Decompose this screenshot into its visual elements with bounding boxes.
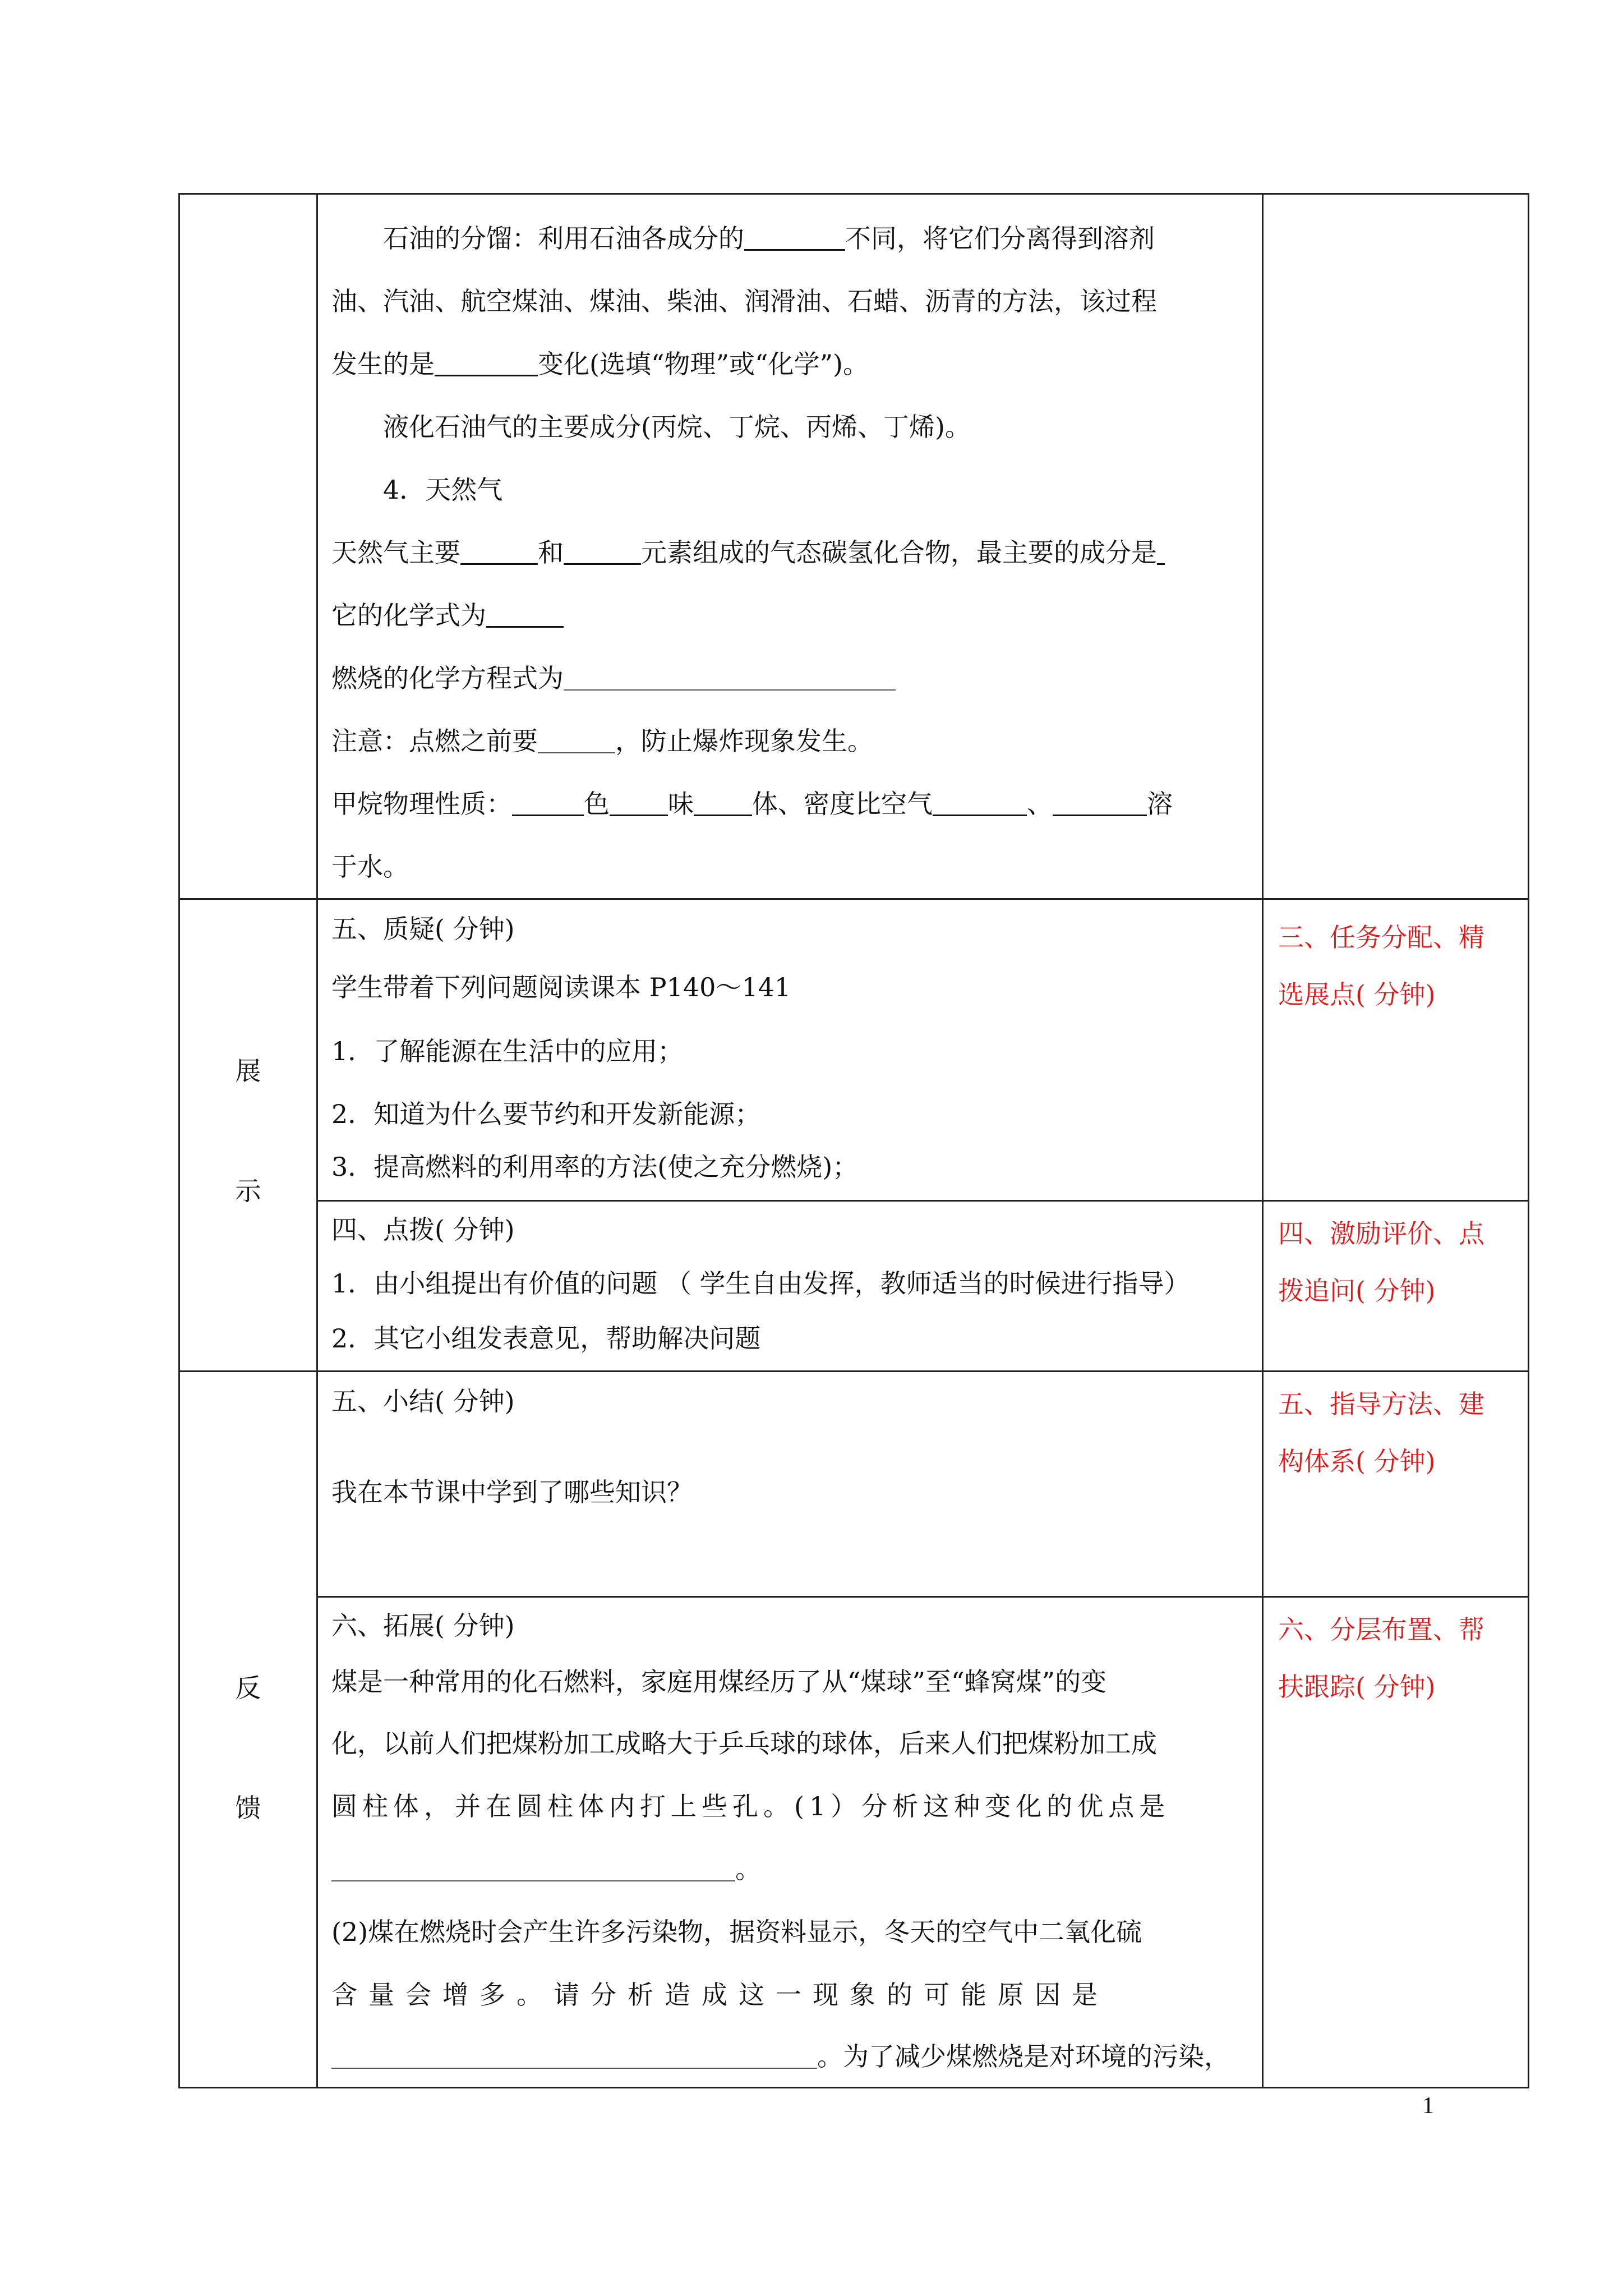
extension-cell: 六、拓展( 分钟) 煤是一种常用的化石燃料，家庭用煤经历了从“煤球”至“蜂窝煤”的变 化，以前人们把煤粉加工成略大于乒乓球的球体，后来人们把煤粉加工成 圆柱体，并在圆柱体内打上些孔。(1）分析这种变化的优点是 。 (2)煤在燃烧时会产生许多污染物，据资料显示，冬天的空气中二氧化硫 含量会增多。请分析造成这一现象的可能原因是 。为了减少煤燃烧是对环境的污染， — [317, 1597, 1263, 2088]
teacher-note-cell: 四、激励评价、点 拨追问( 分钟) — [1263, 1201, 1529, 1372]
answer-blank — [1053, 792, 1147, 816]
answer-blank — [694, 792, 752, 816]
answer-blank — [460, 541, 538, 565]
table-row — [179, 194, 1529, 899]
teacher-note-cell: 六、分层布置、帮 扶跟踪( 分钟) — [1263, 1597, 1529, 2088]
lesson-plan-table — [178, 193, 1529, 2088]
answer-blank — [331, 2045, 817, 2069]
table-row — [179, 899, 1529, 1201]
table-row — [179, 1597, 1529, 2088]
guide-cell: 四、点拨( 分钟) 1．由小组提出有价值的问题 （ 学生自由发挥，教师适当的时候进行指导） 2．其它小组发表意见，帮助解决问题 — [317, 1201, 1263, 1372]
answer-blank — [435, 352, 538, 376]
answer-blank — [538, 730, 615, 753]
stage-cell-empty — [179, 194, 317, 899]
teacher-note-cell: 五、指导方法、建 构体系( 分钟) — [1263, 1372, 1529, 1597]
stage-label-feedback: 反 馈 — [179, 1372, 317, 2088]
answer-blank — [610, 792, 668, 816]
table-row — [179, 1201, 1529, 1372]
answer-blank — [512, 792, 584, 816]
stage-label-display: 展 示 — [179, 899, 317, 1372]
page-number: 1 — [1422, 2093, 1434, 2119]
question-cell: 五、质疑( 分钟) 学生带着下列问题阅读课本 P140～141 1．了解能源在生活中的应用； 2．知道为什么要节约和开发新能源； 3．提高燃料的利用率的方法(使之充分燃烧)； — [317, 899, 1263, 1201]
answer-blank — [486, 604, 564, 628]
answer-blank — [331, 1858, 735, 1881]
summary-cell: 五、小结( 分钟) 我在本节课中学到了哪些知识？ — [317, 1372, 1263, 1597]
answer-blank — [744, 227, 845, 251]
answer-blank — [564, 541, 641, 565]
answer-blank — [564, 667, 896, 691]
answer-blank — [1157, 541, 1165, 565]
answer-blank — [933, 792, 1027, 816]
teacher-cell-empty — [1263, 194, 1529, 899]
content-cell: 石油的分馏：利用石油各成分的 不同，将它们分离得到溶剂 油、汽油、航空煤油、煤油、柴油、润滑油、石蜡、沥青的方法，该过程 发生的是 变化(选填“物理”或“化学”)。 液化石油气的主要成分(丙烷、丁烷、丙烯、丁烯)。 4．天然气 天然气主要 和 元素组成的气态碳氢化合物，最主要的成分是 它的化学式为 燃烧的化学方程式为 注意：点燃之前要 ，防止爆炸现象发生。 甲烷物理性质： 色 味 体、密度比空气 、 溶 于水。 — [317, 194, 1263, 899]
teacher-note-cell: 三、任务分配、精 选展点( 分钟) — [1263, 899, 1529, 1201]
table-row — [179, 1372, 1529, 1597]
